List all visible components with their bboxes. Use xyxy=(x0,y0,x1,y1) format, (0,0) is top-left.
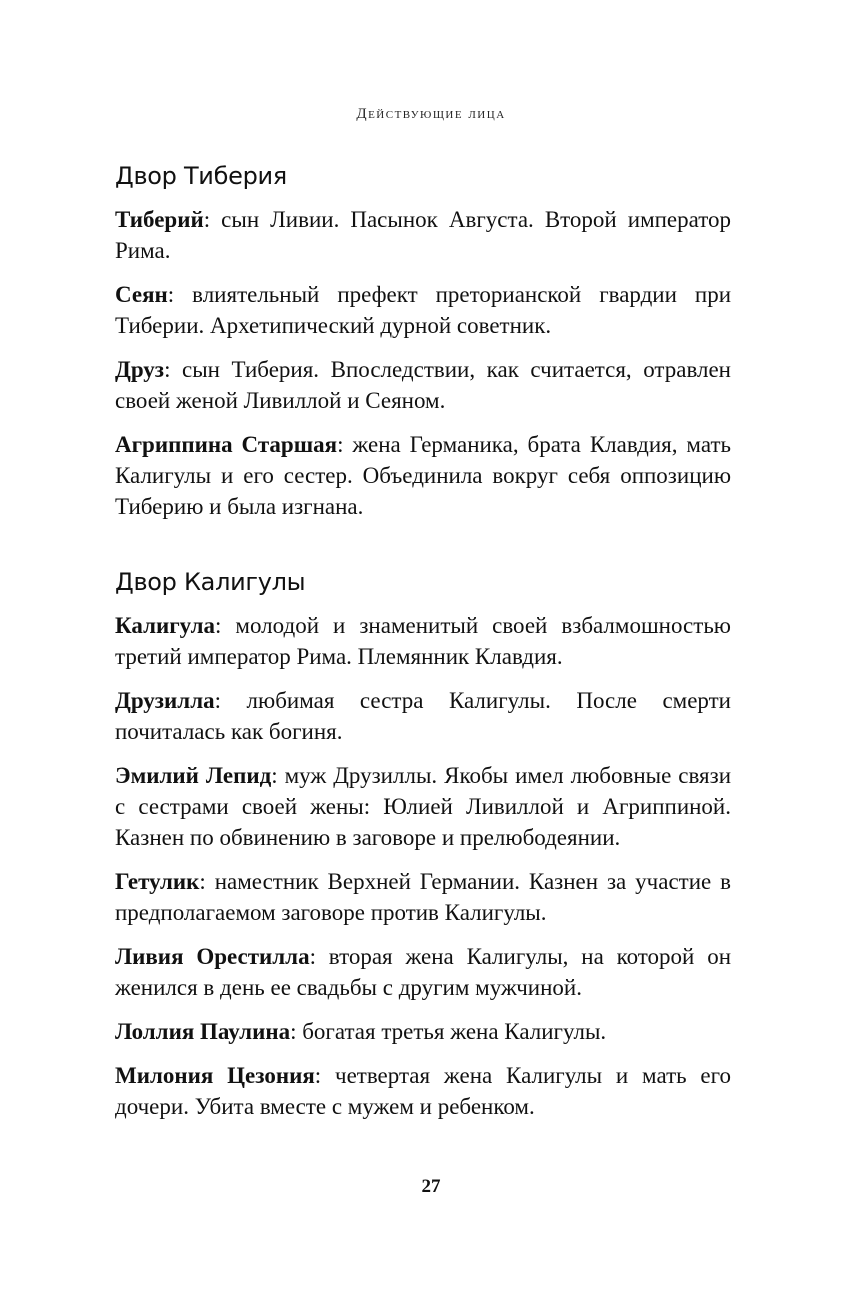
page-number: 27 xyxy=(421,1176,441,1197)
entry-text: : четвертая жена Калигулы и мать его дочери. Убита вместе с мужем и ребенком. xyxy=(115,1063,731,1119)
entry-aemilius-lepidus xyxy=(115,760,731,853)
entry-text: : любимая сестра Калигулы. После смерти почиталась как богиня. xyxy=(115,688,731,744)
entry-text: : муж Друзиллы. Якобы имел любовные связи с сестрами своей жены: Юлией Ливиллой и Агриппиной. Казнен по обвинению в заговоре и прелюбодеянии. xyxy=(115,763,731,850)
entry-text: : вторая жена Калигулы, на которой он женился в день ее свадьбы с другим мужчиной. xyxy=(115,944,731,1000)
entry-livia-orestilla xyxy=(115,941,731,1003)
section-title-caligula-court: Двор Калигулы xyxy=(115,568,306,596)
entry-text: : влиятельный префект преторианской гвардии при Тиберии. Архетипический дурной советник. xyxy=(115,282,731,338)
entry-name: Калигула xyxy=(115,613,216,638)
entry-gaetulicus xyxy=(115,866,731,928)
entry-name: Милония Цезония xyxy=(115,1063,315,1088)
entry-text: : наместник Верхней Германии. Казнен за участие в предполагаемом заговоре против Калигулы. xyxy=(115,869,731,925)
entry-text: : сын Тиберия. Впоследствии, как считается, отравлен своей женой Ливиллой и Сеяном. xyxy=(115,357,731,413)
entry-name: Агриппина Старшая xyxy=(115,432,338,457)
entry-text: : богатая третья жена Калигулы. xyxy=(290,1019,607,1044)
running-head: Действующие лица xyxy=(356,106,506,122)
entry-text: : молодой и знаменитый своей взбалмошностью третий император Рима. Племянник Клавдия. xyxy=(115,613,731,669)
entry-drusilla xyxy=(115,685,731,747)
entry-name: Гетулик xyxy=(115,869,200,894)
entry-tiberius xyxy=(115,204,731,266)
entry-name: Эмилий Лепид xyxy=(115,763,272,788)
entry-agrippina-elder xyxy=(115,429,731,522)
entry-name: Друз xyxy=(115,357,165,382)
entry-text: : жена Германика, брата Клавдия, мать Калигулы и его сестер. Объединила вокруг себя оппозицию Тиберию и была изгнана. xyxy=(115,432,731,519)
entry-milonia-caesonia xyxy=(115,1060,731,1122)
section-title-tiberius-court: Двор Тиберия xyxy=(115,162,287,190)
entry-lollia-paulina xyxy=(115,1016,731,1047)
entry-name: Сеян xyxy=(115,282,168,307)
entry-sejanus xyxy=(115,279,731,341)
entry-name: Лоллия Паулина xyxy=(115,1019,291,1044)
page-content xyxy=(115,158,731,1135)
entry-name: Ливия Орестилла xyxy=(115,944,310,969)
entry-name: Друзилла xyxy=(115,688,215,713)
entry-name: Тиберий xyxy=(115,207,204,232)
entry-caligula xyxy=(115,610,731,672)
entry-drusus xyxy=(115,354,731,416)
entry-text: : сын Ливии. Пасынок Августа. Второй император Рима. xyxy=(115,207,731,263)
